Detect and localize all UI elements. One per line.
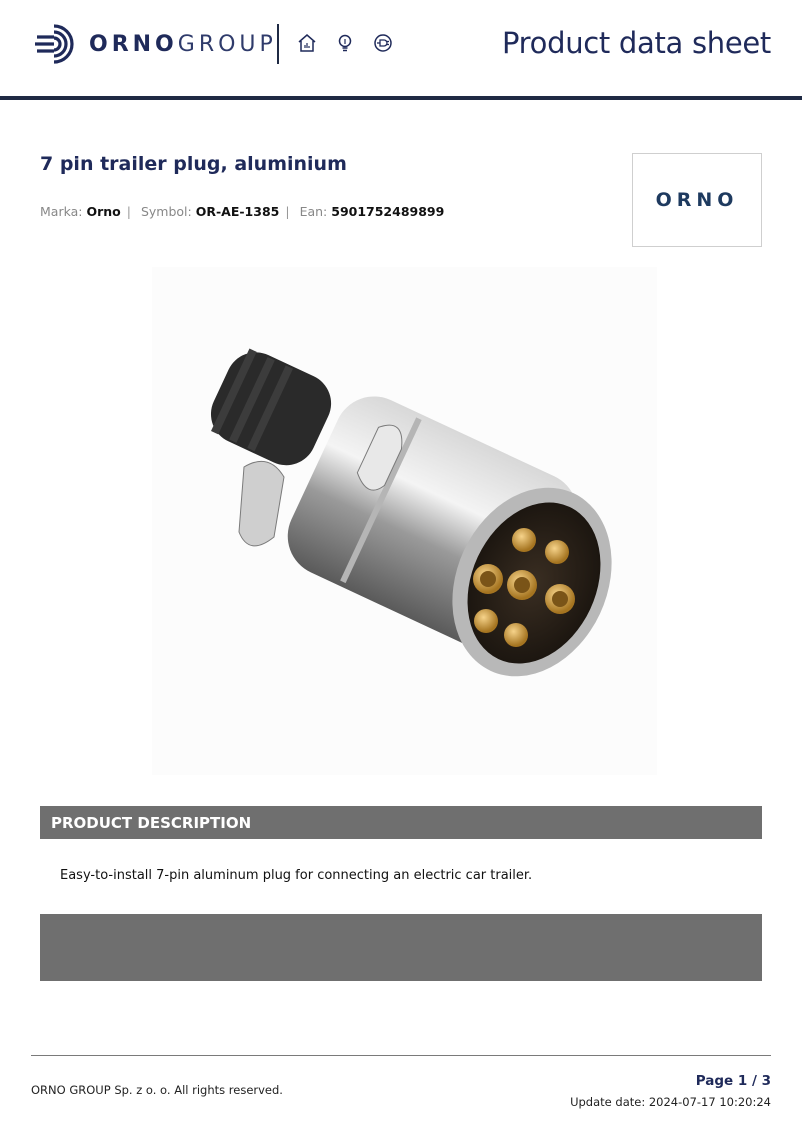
symbol-label: Symbol: (140, 204, 192, 219)
brand-label: Marka: (40, 204, 83, 219)
bulb-icon (334, 32, 356, 54)
meta-separator: | (126, 204, 131, 219)
smart-home-icon (296, 32, 318, 54)
sheet-title: Product data sheet (501, 26, 771, 60)
page-number: Page 1 / 3 (695, 1073, 771, 1089)
product-meta (40, 204, 444, 219)
product-description-text: Easy-to-install 7-pin aluminum plug for connecting an electric car trailer. (60, 868, 533, 883)
header-icons (296, 32, 394, 54)
ean-value: 5901752489899 (331, 204, 445, 219)
orno-logo-mark-icon (33, 23, 75, 65)
brand-logo: ORNO (655, 189, 739, 211)
product-description-header: PRODUCT DESCRIPTION (40, 806, 762, 839)
symbol-value: OR-AE-1385 (195, 204, 280, 219)
meta-separator: | (285, 204, 290, 219)
logo-wordmark (89, 32, 277, 57)
header-divider (277, 24, 279, 64)
plug-icon (372, 32, 394, 54)
footer-rule (31, 1055, 771, 1056)
logo-word-orno: ORNO (89, 31, 178, 57)
plug-cable-grip (201, 342, 341, 475)
product-title: 7 pin trailer plug, aluminium (40, 153, 347, 175)
ean-label: Ean: (299, 204, 328, 219)
empty-section-bar (40, 914, 762, 981)
brand-value: Orno (86, 204, 121, 219)
copyright: ORNO GROUP Sp. z o. o. All rights reserved. (31, 1083, 283, 1097)
brand-logo-box (632, 153, 762, 247)
header-rule (0, 96, 802, 100)
plug-latch (239, 461, 284, 546)
product-image (152, 267, 657, 775)
logo-word-group: GROUP (177, 31, 277, 57)
page-header (0, 0, 802, 97)
orno-group-logo (33, 22, 277, 66)
update-date: Update date: 2024-07-17 10:20:24 (570, 1095, 771, 1109)
